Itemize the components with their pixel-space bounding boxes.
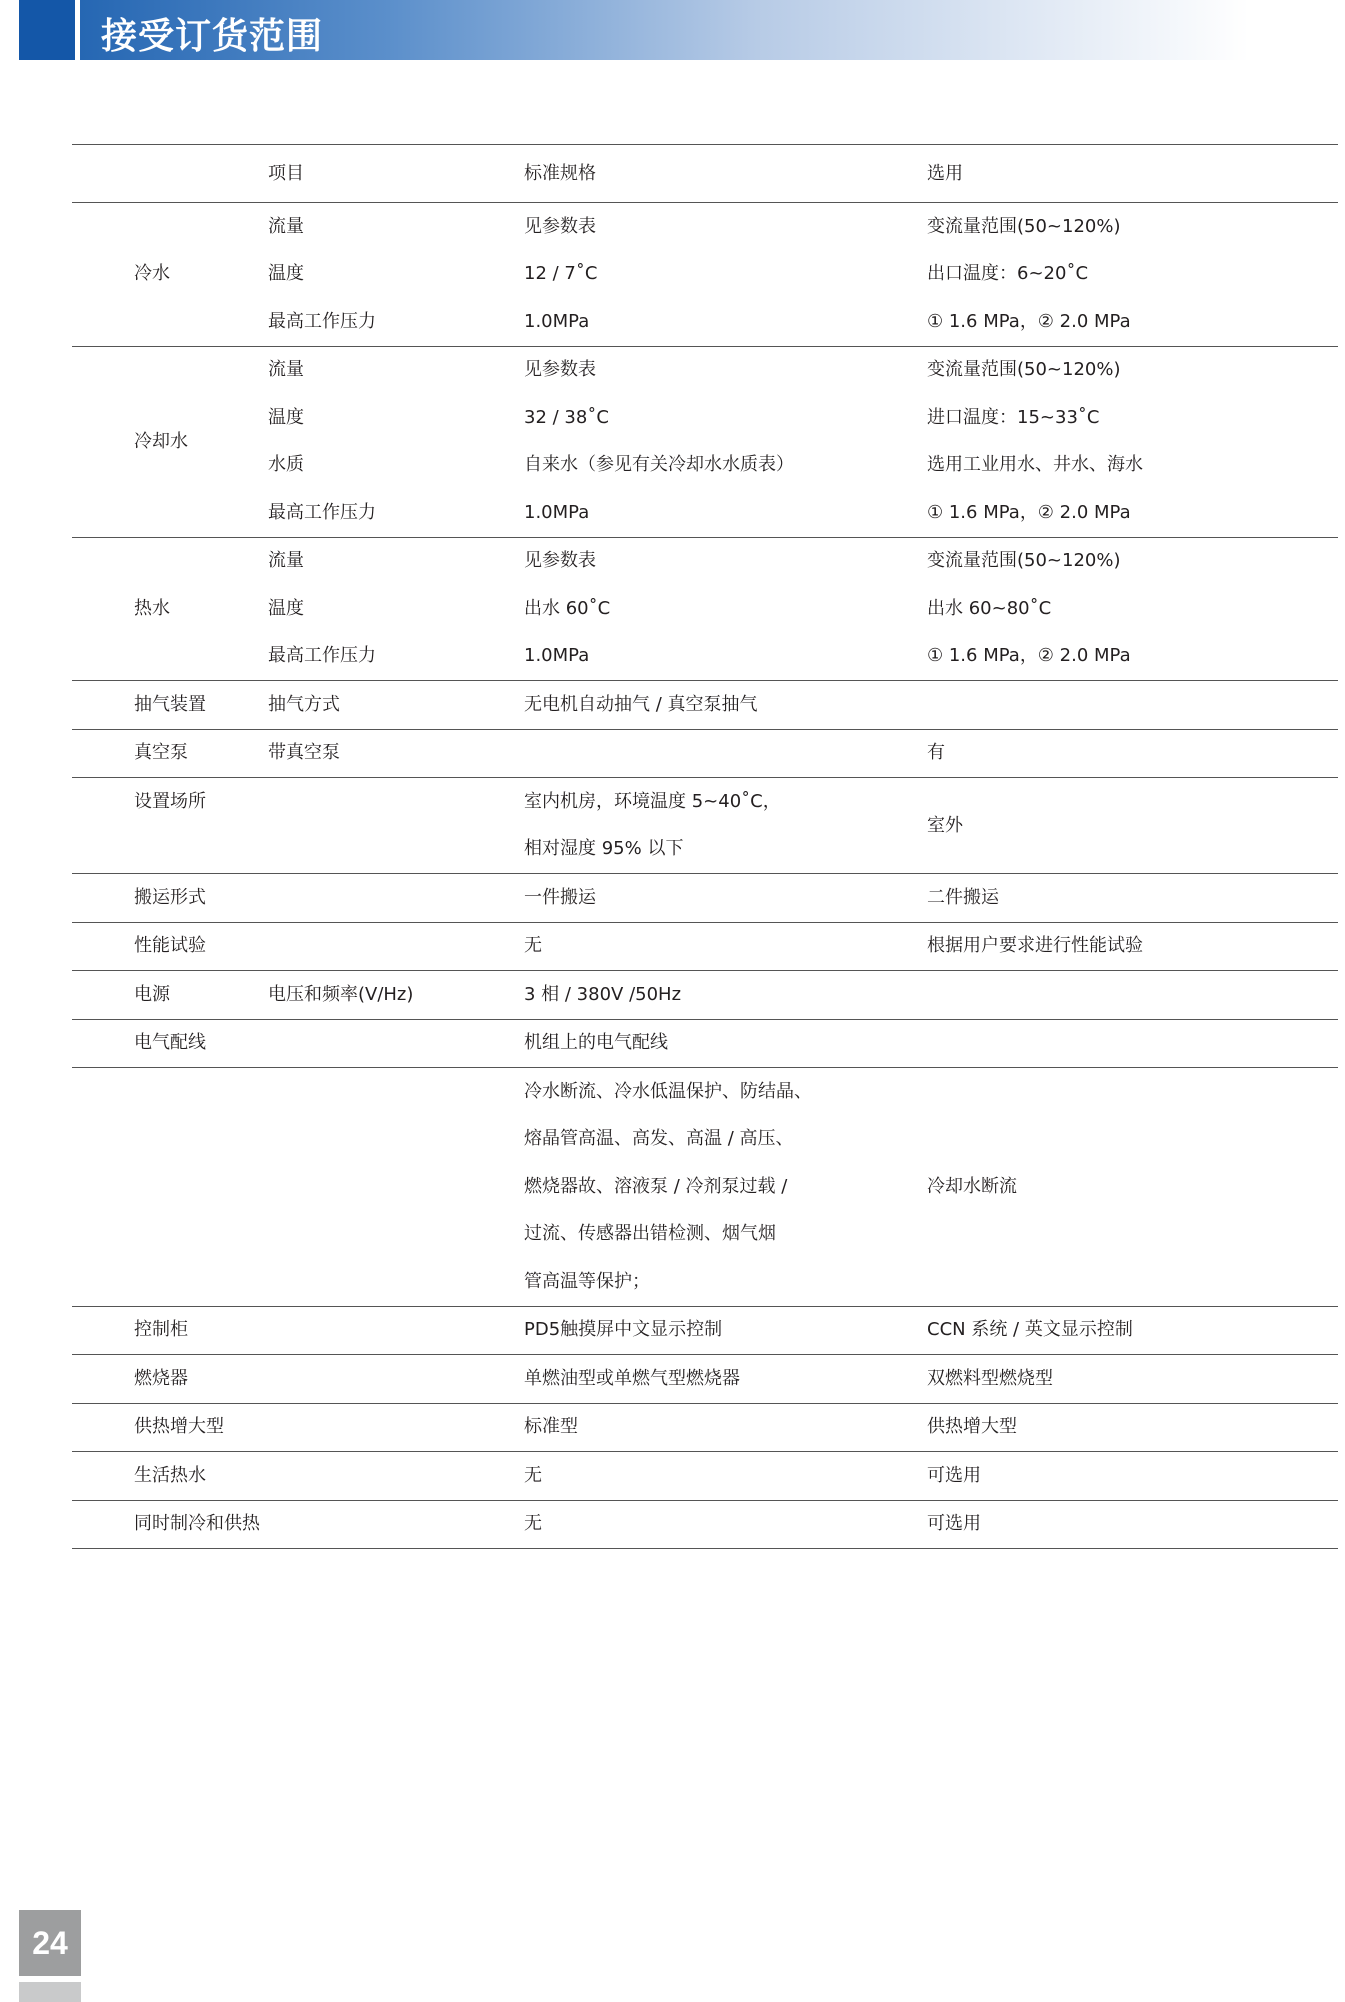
option-cell: 进口温度：15~33˚C [927,406,1100,428]
table-row [72,1355,1338,1404]
option-cell: 冷却水断流 [927,1068,1338,1307]
item-cell [268,1355,524,1404]
item-cell: 带真空泵 [268,729,524,778]
group-label-chilled-water: 冷水 [72,203,268,347]
standard-cell: 相对湿度 95% 以下 [524,838,684,860]
page-number-strip [19,1982,81,2002]
table-row [72,1403,1338,1452]
option-cell: 选用工业用水、井水、海水 [927,454,1143,476]
standard-cell: 无电机自动抽气 / 真空泵抽气 [524,681,927,730]
category-cell: 搬运形式 [72,874,268,923]
category-cell [72,1116,268,1164]
table-row [72,1500,1338,1549]
category-cell: 抽气装置 [72,681,268,730]
standard-cell: 无 [524,1452,927,1501]
standard-cell: 见参数表 [524,203,927,251]
option-cell: 出口温度：6~20˚C [927,263,1089,285]
standard-cell: 1.0MPa [524,645,590,667]
item-cell: 流量 [268,346,524,394]
standard-cell: 室内机房，环境温度 5~40˚C， [524,778,927,826]
standard-cell: PD5触摸屏中文显示控制 [524,1306,927,1355]
category-cell [72,1068,268,1116]
item-cell [268,874,524,923]
standard-cell: 管高温等保护； [524,1270,650,1292]
standard-cell: 1.0MPa [524,310,590,332]
item-cell [268,1500,524,1549]
page-number: 24 [19,1910,81,1976]
item-cell: 最高工作压力 [268,310,376,332]
option-cell: ① 1.6 MPa，② 2.0 MPa [927,501,1131,523]
option-cell [927,1019,1338,1068]
item-cell [268,1211,524,1259]
category-cell [72,1163,268,1211]
category-cell: 供热增大型 [72,1403,268,1452]
item-cell: 流量 [268,537,524,585]
item-cell: 温度 [268,406,304,428]
standard-cell: 单燃油型或单燃气型燃烧器 [524,1355,927,1404]
category-cell: 生活热水 [72,1452,268,1501]
table-row [72,729,1338,778]
option-cell: 变流量范围(50~120%) [927,203,1338,251]
standard-cell: 32 / 38˚C [524,406,609,428]
category-cell: 性能试验 [72,922,268,971]
header-banner [19,0,1249,60]
standard-cell: 一件搬运 [524,874,927,923]
item-cell [268,1116,524,1164]
standard-cell: 见参数表 [524,346,927,394]
category-cell [72,826,268,874]
option-cell [927,971,1338,1020]
item-cell [268,1163,524,1211]
standard-cell: 标准型 [524,1403,927,1452]
item-cell [268,1403,524,1452]
standard-cell: 12 / 7˚C [524,263,598,285]
table-row [72,537,1338,585]
item-cell: 最高工作压力 [268,501,376,523]
header-cell-item: 项目 [268,145,524,203]
item-cell [268,1019,524,1068]
page-title: 接受订货范围 [101,16,324,57]
item-cell [268,778,524,826]
item-cell [268,1068,524,1116]
category-cell: 燃烧器 [72,1355,268,1404]
table-row [72,971,1338,1020]
order-scope-table [72,144,1338,1549]
option-cell: ① 1.6 MPa，② 2.0 MPa [927,645,1131,667]
option-cell: CCN 系统 / 英文显示控制 [927,1306,1338,1355]
category-cell: 电气配线 [72,1019,268,1068]
header-divider [75,0,80,60]
standard-cell: 见参数表 [524,537,927,585]
table-row [72,203,1338,251]
option-cell: 有 [927,729,1338,778]
standard-cell: 熔晶管高温、高发、高温 / 高压、 [524,1128,794,1150]
standard-cell: 燃烧器故、溶液泵 / 冷剂泵过载 / [524,1175,788,1197]
option-cell: 根据用户要求进行性能试验 [927,922,1338,971]
option-cell [927,681,1338,730]
item-cell: 温度 [268,597,304,619]
item-cell: 温度 [268,263,304,285]
item-cell: 流量 [268,203,524,251]
option-cell: 变流量范围(50~120%) [927,346,1338,394]
category-cell [72,1211,268,1259]
item-cell [268,1452,524,1501]
option-cell: 二件搬运 [927,874,1338,923]
standard-cell: 3 相 / 380V /50Hz [524,971,927,1020]
header-accent-block [19,0,75,60]
standard-cell: 无 [524,1500,927,1549]
item-cell [268,826,524,874]
option-cell: 出水 60~80˚C [927,597,1052,619]
standard-cell: 自来水（参见有关冷却水水质表） [524,454,794,476]
standard-cell: 1.0MPa [524,501,590,523]
table-row [72,1068,1338,1116]
table-header-row [72,145,1338,203]
table-row [72,874,1338,923]
table-row [72,1306,1338,1355]
standard-cell: 冷水断流、冷水低温保护、防结晶、 [524,1068,927,1116]
table-row [72,922,1338,971]
category-cell: 控制柜 [72,1306,268,1355]
group-label-cooling-water: 冷却水 [72,346,268,537]
option-cell: 可选用 [927,1452,1338,1501]
header-cell-option: 选用 [927,145,1338,203]
group-label-hot-water: 热水 [72,537,268,681]
category-cell: 同时制冷和供热 [72,1500,268,1549]
item-cell: 电压和频率(V/Hz) [268,971,524,1020]
table-row [72,778,1338,826]
table-row [72,681,1338,730]
table-row [72,346,1338,394]
standard-cell [524,729,927,778]
standard-cell: 无 [524,922,927,971]
category-cell: 电源 [72,971,268,1020]
option-cell: 室外 [927,778,1338,874]
standard-cell: 机组上的电气配线 [524,1019,927,1068]
category-cell: 设置场所 [72,778,268,826]
option-cell: 双燃料型燃烧型 [927,1355,1338,1404]
category-cell [72,1258,268,1306]
category-cell: 真空泵 [72,729,268,778]
option-cell: ① 1.6 MPa，② 2.0 MPa [927,310,1131,332]
item-cell [268,1258,524,1306]
standard-cell: 过流、传感器出错检测、烟气烟 [524,1223,776,1245]
header-cell-standard: 标准规格 [524,145,927,203]
item-cell: 水质 [268,454,304,476]
table-row [72,1019,1338,1068]
item-cell [268,1306,524,1355]
option-cell: 变流量范围(50~120%) [927,537,1338,585]
item-cell [268,922,524,971]
standard-cell: 出水 60˚C [524,597,611,619]
table-row [72,1452,1338,1501]
option-cell: 供热增大型 [927,1403,1338,1452]
item-cell: 最高工作压力 [268,645,376,667]
option-cell: 可选用 [927,1500,1338,1549]
item-cell: 抽气方式 [268,681,524,730]
header-cell-category [72,145,268,203]
